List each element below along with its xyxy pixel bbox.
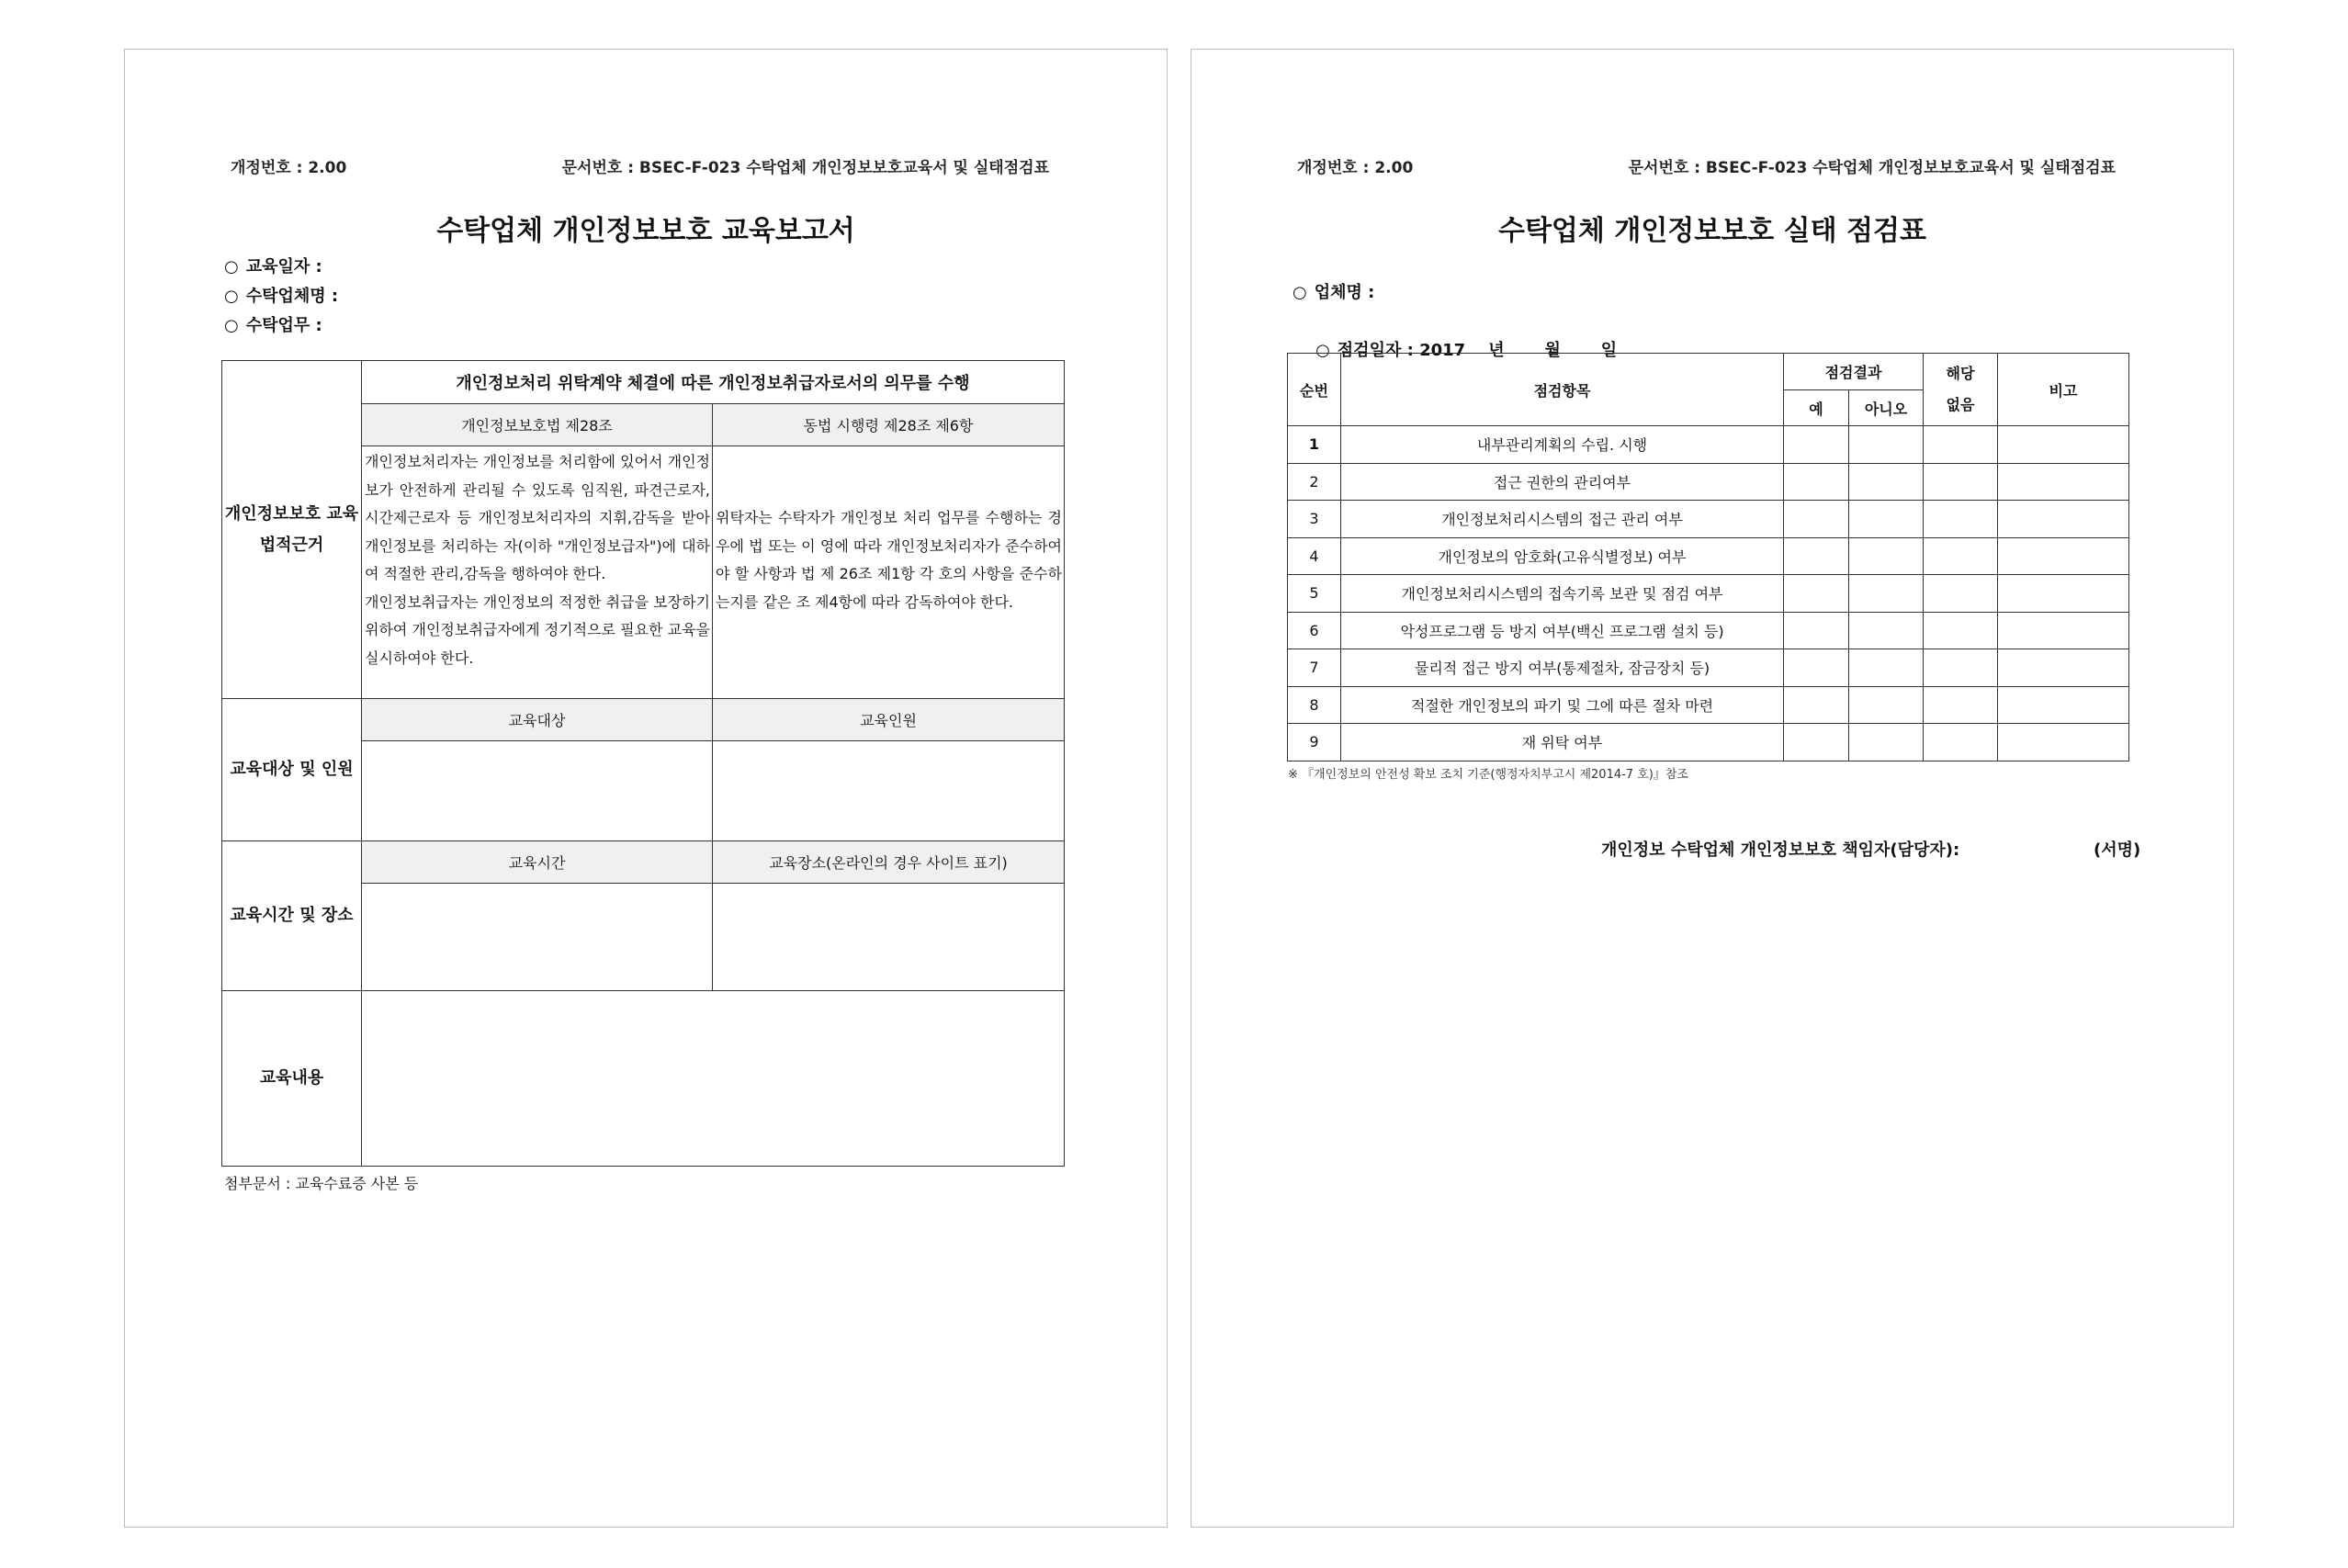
row-not-applicable-cell[interactable] — [1924, 575, 1998, 613]
company-name-field — [1293, 279, 1374, 303]
row-no-cell[interactable] — [1849, 686, 1924, 724]
not-applicable-line2: 없음 — [1946, 396, 1975, 413]
education-date-field — [224, 254, 322, 277]
row-check-item: 개인정보의 암호화(고유식별정보) 여부 — [1341, 537, 1784, 575]
row-yes-cell[interactable] — [1784, 686, 1849, 724]
checklist-row — [1288, 426, 2129, 464]
circle-marker-icon: ○ — [224, 257, 239, 276]
col-header-yes: 예 — [1784, 390, 1849, 426]
document-number: 문서번호 : BSEC-F-023 수탁업체 개인정보보호교육서 및 실태점검표 — [1628, 159, 2116, 177]
col-header-result: 점검결과 — [1784, 354, 1924, 390]
row-remarks-cell[interactable] — [1998, 537, 2129, 575]
education-time-header: 교육시간 — [362, 841, 713, 884]
row-no-cell[interactable] — [1849, 612, 1924, 649]
row-check-item: 악성프로그램 등 방지 여부(백신 프로그램 설치 등) — [1341, 612, 1784, 649]
education-target-cell[interactable] — [362, 741, 713, 841]
row-not-applicable-cell[interactable] — [1924, 612, 1998, 649]
checklist-row — [1288, 649, 2129, 687]
inspection-checklist-page — [1191, 49, 2234, 1528]
decree-article-header: 동법 시행령 제28조 제6항 — [713, 404, 1065, 446]
row-number: 3 — [1288, 501, 1341, 538]
row-no-cell[interactable] — [1849, 426, 1924, 464]
checklist-row — [1288, 686, 2129, 724]
circle-marker-icon: ○ — [224, 316, 239, 335]
row-remarks-cell[interactable] — [1998, 426, 2129, 464]
row-no-cell[interactable] — [1849, 724, 1924, 761]
attachment-note: 첨부문서 : 교육수료증 사본 등 — [224, 1175, 419, 1192]
education-content-cell[interactable] — [362, 991, 1065, 1167]
col-header-not-applicable — [1924, 354, 1998, 426]
education-place-header: 교육장소(온라인의 경우 사이트 표기) — [713, 841, 1065, 884]
row-no-cell[interactable] — [1849, 501, 1924, 538]
row-no-cell[interactable] — [1849, 649, 1924, 687]
education-date-label: 교육일자 : — [245, 257, 322, 276]
education-report-page — [124, 49, 1168, 1528]
row-not-applicable-cell[interactable] — [1924, 649, 1998, 687]
contractor-name-label: 수탁업체명 : — [245, 287, 339, 306]
row-number: 8 — [1288, 686, 1341, 724]
revision-number: 개정번호 : 2.00 — [231, 159, 347, 177]
row-remarks-cell[interactable] — [1998, 686, 2129, 724]
contract-work-field — [224, 312, 322, 336]
law-article-paragraph-2: 개인정보취급자는 개인정보의 적정한 취급을 보장하기 위하여 개인정보취급자에게 정기적으로 필요한 교육을 실시하여야 한다. — [365, 592, 710, 667]
row-yes-cell[interactable] — [1784, 649, 1849, 687]
education-report-table — [221, 360, 1065, 1167]
checklist-row — [1288, 463, 2129, 501]
row-remarks-cell[interactable] — [1998, 501, 2129, 538]
row-number: 6 — [1288, 612, 1341, 649]
education-target-label: 교육대상 및 인원 — [222, 699, 362, 841]
checklist-row — [1288, 724, 2129, 761]
revision-number: 개정번호 : 2.00 — [1297, 159, 1414, 177]
row-yes-cell[interactable] — [1784, 575, 1849, 613]
row-yes-cell[interactable] — [1784, 724, 1849, 761]
checklist-row — [1288, 612, 2129, 649]
education-target-header: 교육대상 — [362, 699, 713, 741]
legal-basis-label-line2: 법적근거 — [259, 535, 324, 555]
row-number: 2 — [1288, 463, 1341, 501]
col-header-number: 순번 — [1288, 354, 1341, 426]
col-header-remarks: 비고 — [1998, 354, 2129, 426]
row-number: 1 — [1288, 426, 1341, 464]
row-remarks-cell[interactable] — [1998, 612, 2129, 649]
education-content-label: 교육내용 — [222, 991, 362, 1167]
row-remarks-cell[interactable] — [1998, 649, 2129, 687]
row-not-applicable-cell[interactable] — [1924, 501, 1998, 538]
signature-mark: (서명) — [2094, 840, 2141, 860]
row-check-item: 적절한 개인정보의 파기 및 그에 따른 절차 마련 — [1341, 686, 1784, 724]
education-place-cell[interactable] — [713, 884, 1065, 991]
col-header-item: 점검항목 — [1341, 354, 1784, 426]
not-applicable-line1: 해당 — [1946, 365, 1975, 382]
education-time-place-label: 교육시간 및 장소 — [222, 841, 362, 991]
decree-article-text: 위탁자는 수탁자가 개인정보 처리 업무를 수행하는 경우에 법 또는 이 영에 따라 개인정보처리자가 준수하여야 할 사항과 법 제 26조 제1항 각 호의 사항을 준수하는지를 같은 조 제4항에 따라 감독하여야 한다. — [713, 446, 1065, 699]
row-yes-cell[interactable] — [1784, 612, 1849, 649]
education-time-cell[interactable] — [362, 884, 713, 991]
checklist-row — [1288, 501, 2129, 538]
contract-work-label: 수탁업무 : — [245, 316, 322, 335]
checklist-row — [1288, 575, 2129, 613]
row-number: 7 — [1288, 649, 1341, 687]
row-check-item: 개인정보처리시스템의 접속기록 보관 및 점검 여부 — [1341, 575, 1784, 613]
page-title: 수탁업체 개인정보보호 교육보고서 — [436, 215, 855, 247]
row-check-item: 접근 권한의 관리여부 — [1341, 463, 1784, 501]
row-not-applicable-cell[interactable] — [1924, 686, 1998, 724]
check-date-label: 점검일자 : 2017 년 월 일 — [1337, 341, 1618, 360]
signature-label: 개인정보 수탁업체 개인정보보호 책임자(담당자): — [1601, 840, 1960, 860]
row-not-applicable-cell[interactable] — [1924, 426, 1998, 464]
row-remarks-cell[interactable] — [1998, 575, 2129, 613]
row-remarks-cell[interactable] — [1998, 724, 2129, 761]
page-title: 수탁업체 개인정보보호 실태 점검표 — [1497, 215, 1927, 247]
legal-basis-label — [222, 361, 362, 699]
row-number: 4 — [1288, 537, 1341, 575]
row-no-cell[interactable] — [1849, 537, 1924, 575]
row-check-item: 물리적 접근 방지 여부(통제절차, 잠금장치 등) — [1341, 649, 1784, 687]
circle-marker-icon: ○ — [1293, 283, 1307, 302]
row-check-item: 재 위탁 여부 — [1341, 724, 1784, 761]
row-number: 5 — [1288, 575, 1341, 613]
education-headcount-header: 교육인원 — [713, 699, 1065, 741]
row-not-applicable-cell[interactable] — [1924, 537, 1998, 575]
circle-marker-icon: ○ — [1315, 341, 1330, 360]
company-name-label: 업체명 : — [1314, 283, 1375, 302]
inspection-checklist-table — [1287, 353, 2129, 761]
row-yes-cell[interactable] — [1784, 463, 1849, 501]
row-check-item: 개인정보처리시스템의 접근 관리 여부 — [1341, 501, 1784, 538]
row-remarks-cell[interactable] — [1998, 463, 2129, 501]
law-article-paragraph-1: 개인정보처리자는 개인정보를 처리함에 있어서 개인정보가 안전하게 관리될 수 있도록 임직원, 파견근로자, 시간제근로자 등 개인정보처리자의 지휘,감독을 받아 개인정보를 처리하는 자(이하 "개인정보급자")에 대하여 적절한 관리,감독을 행하여야 한다. — [365, 453, 710, 582]
document-number: 문서번호 : BSEC-F-023 수탁업체 개인정보보호교육서 및 실태점검표 — [561, 159, 1049, 177]
row-no-cell[interactable] — [1849, 463, 1924, 501]
legal-basis-label-line1: 개인정보보호 교육 — [224, 503, 359, 524]
row-no-cell[interactable] — [1849, 575, 1924, 613]
row-check-item: 내부관리계획의 수립. 시행 — [1341, 426, 1784, 464]
circle-marker-icon: ○ — [224, 287, 239, 306]
contractor-name-field — [224, 283, 338, 307]
law-article-text — [362, 446, 713, 699]
checklist-row — [1288, 537, 2129, 575]
education-headcount-cell[interactable] — [713, 741, 1065, 841]
col-header-no: 아니오 — [1849, 390, 1924, 426]
row-not-applicable-cell[interactable] — [1924, 463, 1998, 501]
law-article-header: 개인정보보호법 제28조 — [362, 404, 713, 446]
row-yes-cell[interactable] — [1784, 537, 1849, 575]
row-not-applicable-cell[interactable] — [1924, 724, 1998, 761]
row-yes-cell[interactable] — [1784, 501, 1849, 538]
reference-note: ※ 『개인정보의 안전성 확보 조치 기준(행정자치부고시 제2014-7 호)』참조 — [1288, 768, 1688, 782]
row-number: 9 — [1288, 724, 1341, 761]
row-yes-cell[interactable] — [1784, 426, 1849, 464]
duty-heading: 개인정보처리 위탁계약 체결에 따른 개인정보취급자로서의 의무를 수행 — [362, 361, 1065, 404]
